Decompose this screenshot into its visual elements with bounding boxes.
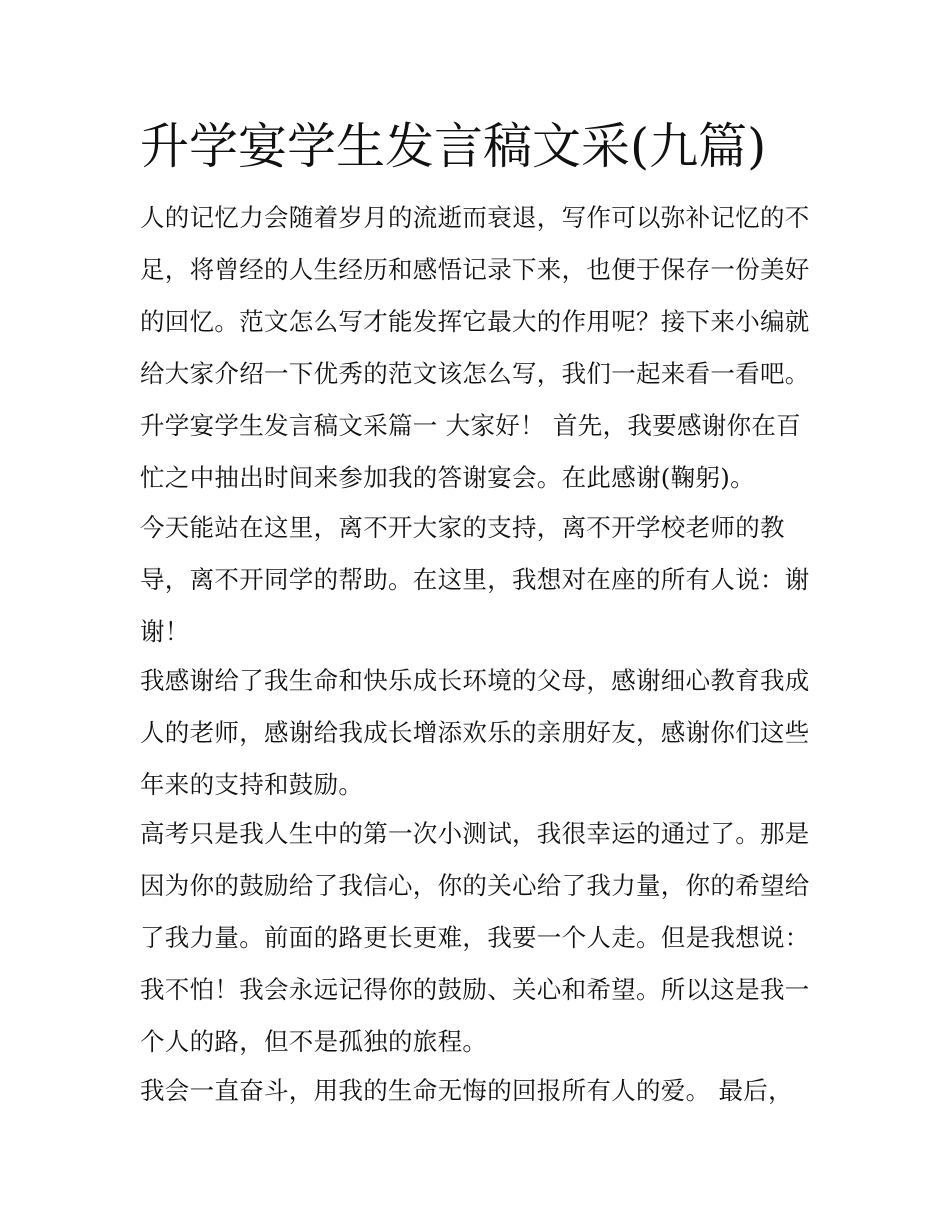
paragraph-line-16: 我不怕！我会永远记得你的鼓励、关心和希望。所以这是我一 [140, 975, 810, 1004]
paragraph-line-1: 人的记忆力会随着岁月的流逝而衰退，写作可以弥补记忆的不 [140, 203, 810, 232]
paragraph-line-2: 足，将曾经的人生经历和感悟记录下来，也便于保存一份美好 [140, 255, 810, 284]
paragraph-line-17: 个人的路，但不是孤独的旅程。 [140, 1027, 488, 1056]
paragraph-line-10: 我感谢给了我生命和快乐成长环境的父母，感谢细心教育我成 [140, 666, 810, 695]
paragraph-line-15: 了我力量。前面的路更长更难，我要一个人走。但是我想说： [140, 923, 810, 952]
paragraph-line-14: 因为你的鼓励给了我信心，你的关心给了我力量，你的希望给 [140, 871, 810, 900]
paragraph-line-8: 导，离不开同学的帮助。在这里，我想对在座的所有人说：谢 [140, 565, 810, 594]
paragraph-line-6: 忙之中抽出时间来参加我的答谢宴会。在此感谢(鞠躬)。 [140, 463, 755, 492]
paragraph-line-13: 高考只是我人生中的第一次小测试，我很幸运的通过了。那是 [140, 819, 810, 848]
paragraph-line-18: 我会一直奋斗，用我的生命无悔的回报所有人的爱。 最后， [140, 1076, 793, 1105]
paragraph-line-9: 谢！ [140, 617, 190, 646]
document-title: 升学宴学生发言稿文采(九篇) [140, 118, 767, 175]
paragraph-line-7: 今天能站在这里，离不开大家的支持，离不开学校老师的教 [140, 513, 785, 542]
paragraph-line-11: 人的老师，感谢给我成长增添欢乐的亲朋好友，感谢你们这些 [140, 718, 810, 747]
paragraph-line-5: 升学宴学生发言稿文采篇一 大家好！ 首先，我要感谢你在百 [140, 411, 801, 440]
paragraph-line-3: 的回忆。范文怎么写才能发挥它最大的作用呢？接下来小编就 [140, 307, 810, 336]
paragraph-line-4: 给大家介绍一下优秀的范文该怎么写，我们一起来看一看吧。 [140, 359, 810, 388]
paragraph-line-12: 年来的支持和鼓励。 [140, 770, 364, 799]
